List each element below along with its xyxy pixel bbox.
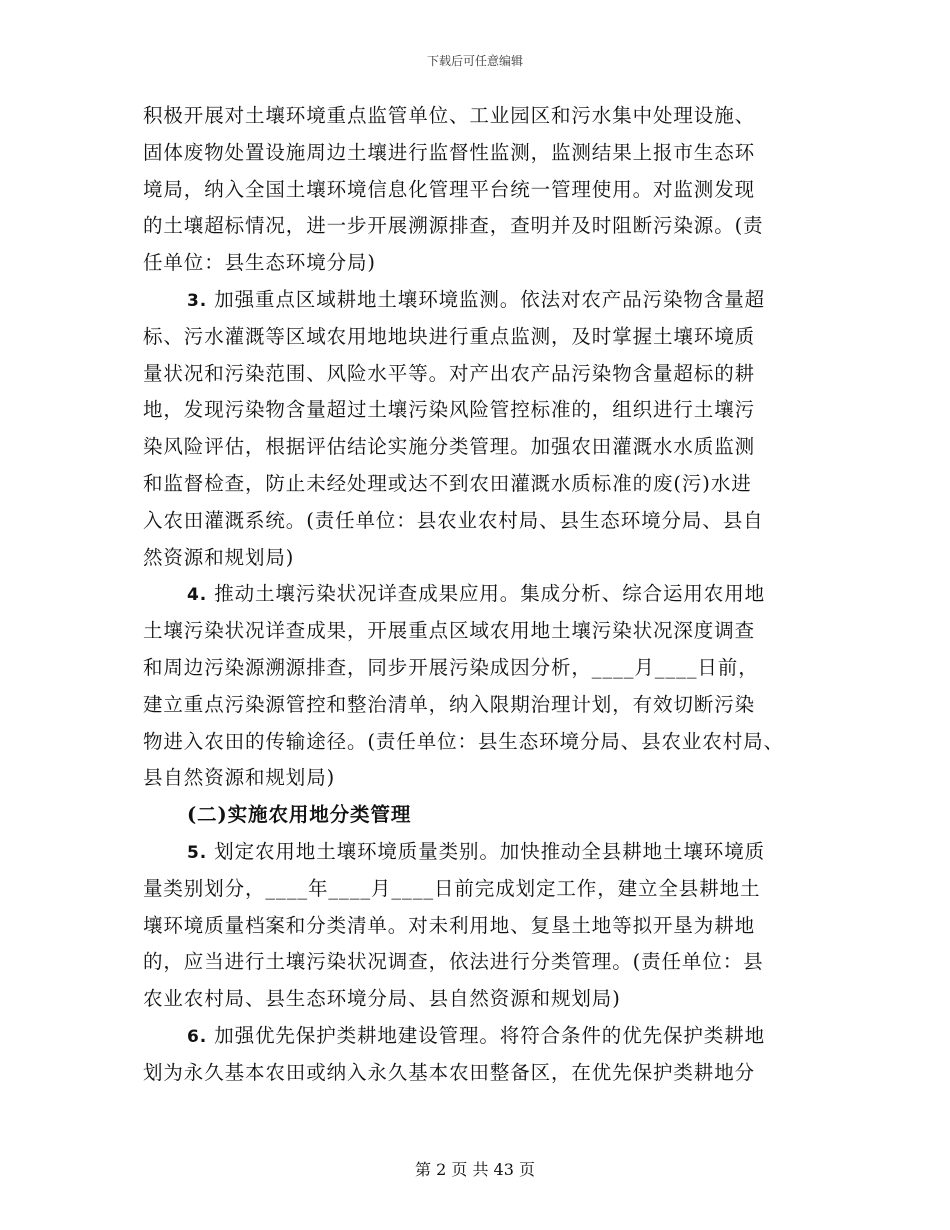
paragraph-line: 染风险评估，根据评估结论实施分类管理。加强农田灌溉水水质监测: [143, 435, 756, 459]
item-3-first-line: [143, 282, 823, 319]
section-heading: (二)实施农用地分类管理: [187, 803, 412, 827]
item-6-first-line: [143, 1018, 823, 1055]
paragraph-line: 固体废物处置设施周边土壤进行监督性监测，监测结果上报市生态环: [143, 140, 756, 164]
paragraph-line: 量状况和污染范围、风险水平等。对产出农产品污染物含量超标的耕: [143, 361, 756, 385]
paragraph-line: 壤环境质量档案和分类清单。对未利用地、复垦土地等拟开垦为耕地: [143, 913, 756, 937]
paragraph-line: 然资源和规划局): [143, 545, 295, 569]
item-4-first-line: [143, 576, 823, 613]
paragraph-line: 积极开展对土壤环境重点监管单位、工业园区和污水集中处理设施、: [143, 104, 756, 127]
item-6-heading-text: 加强优先保护类耕地建设管理。将符合条件的优先保护类耕地: [214, 1023, 766, 1047]
item-number-4: 4.: [187, 585, 208, 606]
paragraph-line: 境局，纳入全国土壤环境信息化管理平台统一管理使用。对监测发现: [143, 177, 756, 201]
paragraph-line: 农业农村局、县生态环境分局、县自然资源和规划局): [143, 987, 621, 1011]
paragraph-line: 建立重点污染源管控和整治清单，纳入限期治理计划，有效切断污染: [143, 692, 756, 716]
paragraph-line: 标、污水灌溉等区域农用地地块进行重点监测，及时掌握土壤环境质: [143, 324, 756, 348]
paragraph-line: 土壤污染状况详查成果，开展重点区域农用地土壤污染状况深度调查: [143, 619, 756, 643]
item-4-heading-text: 推动土壤污染状况详查成果应用。集成分析、综合运用农用地: [214, 582, 766, 606]
page-header: 下载后可任意编辑: [426, 54, 523, 68]
paragraph-line: 量类别划分，____年____月____日前完成划定工作，建立全县耕地土: [143, 876, 761, 900]
paragraph-line: 的，应当进行土壤污染状况调查，依法进行分类管理。(责任单位：县: [143, 950, 764, 974]
paragraph-line: 和周边污染源溯源排查，同步开展污染成因分析，____月____日前，: [143, 655, 759, 679]
item-5-heading-text: 划定农用地土壤环境质量类别。加快推动全县耕地土壤环境质: [214, 839, 766, 863]
paragraph-line: 物进入农田的传输途径。(责任单位：县生态环境分局、县农业农村局、: [143, 729, 784, 753]
page-footer: 第 2 页 共 43 页: [415, 1160, 535, 1179]
item-3-heading-text: 加强重点区域耕地土壤环境监测。依法对农产品污染物含量超: [214, 287, 766, 311]
paragraph-line: 任单位：县生态环境分局): [143, 251, 376, 275]
paragraph-line: 入农田灌溉系统。(责任单位：县农业农村局、县生态环境分局、县自: [143, 508, 764, 532]
item-number-3: 3.: [187, 290, 208, 311]
paragraph-line: 的土壤超标情况，进一步开展溯源排查，查明并及时阻断污染源。(责: [143, 214, 764, 238]
paragraph-line: 划为永久基本农田或纳入永久基本农田整备区，在优先保护类耕地分: [143, 1060, 756, 1084]
item-number-5: 5.: [187, 842, 208, 863]
paragraph-line: 县自然资源和规划局): [143, 766, 336, 790]
document-body: [143, 98, 823, 1092]
paragraph-line: 地，发现污染物含量超过土壤污染风险管控标准的，组织进行土壤污: [143, 398, 756, 422]
paragraph-line: 和监督检查，防止未经处理或达不到农田灌溉水质标准的废(污)水进: [143, 471, 752, 495]
item-5-first-line: [143, 834, 823, 871]
item-number-6: 6.: [187, 1026, 208, 1047]
